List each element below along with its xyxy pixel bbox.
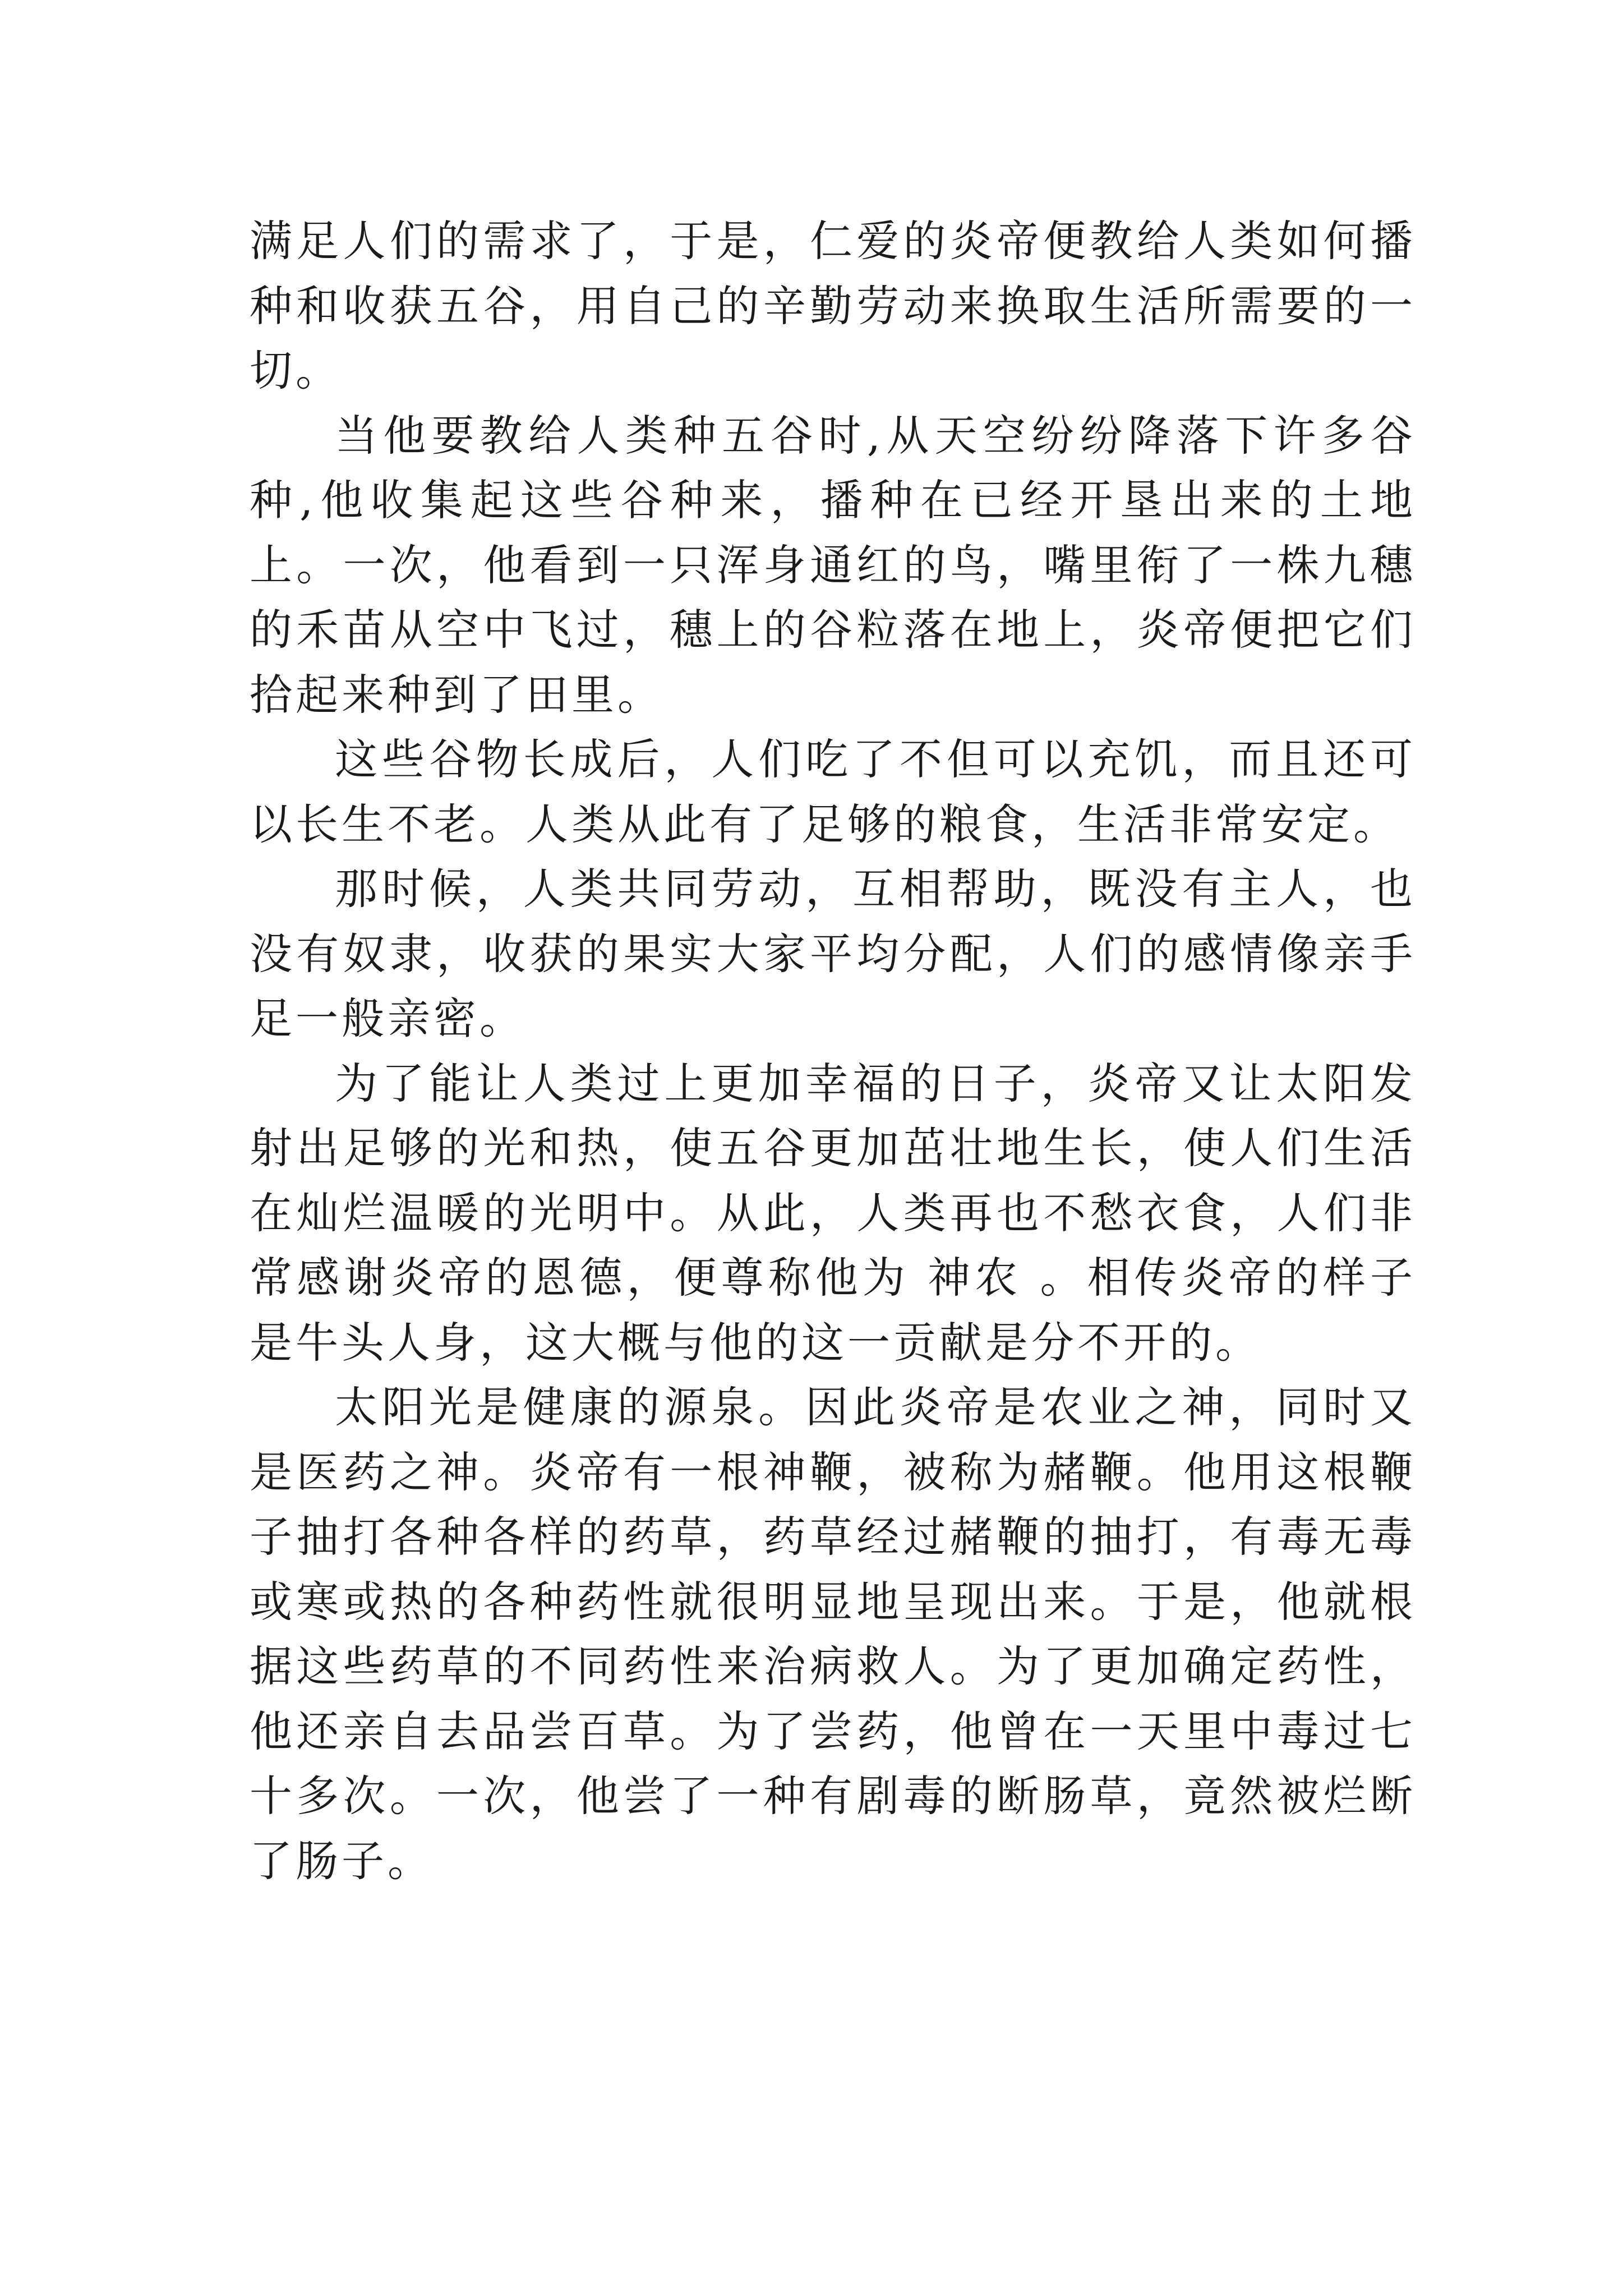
paragraph-2: 当他要教给人类种五谷时,从天空纷纷降落下许多谷种,他收集起这些谷种来，播种在已经开垦出来的土地上。一次，他看到一只浑身通红的鸟，嘴里衔了一株九穗的禾苗从空中飞过，穗上的谷粒落在地上，炎帝便把它们拾起来种到了田里。 <box>250 410 1416 720</box>
paragraph-5: 为了能让人类过上更加幸福的日子，炎帝又让太阳发射出足够的光和热，使五谷更加茁壮地生长，使人们生活在灿烂温暖的光明中。从此，人类再也不愁衣食，人们非常感谢炎帝的恩德，便尊称他为 神农 。相传炎帝的样子是牛头人身，这大概与他的这一贡献是分不开的。 <box>250 1058 1416 1368</box>
paragraph-6: 太阳光是健康的源泉。因此炎帝是农业之神，同时又是医药之神。炎帝有一根神鞭，被称为赭鞭。他用这根鞭子抽打各种各样的药草，药草经过赭鞭的抽打，有毒无毒或寒或热的各种药性就很明显地呈现出来。于是，他就根据这些药草的不同药性来治病救人。为了更加确定药性，他还亲自去品尝百草。为了尝药，他曾在一天里中毒过七十多次。一次，他尝了一种有剧毒的断肠草，竟然被烂断了肠子。 <box>250 1382 1416 1886</box>
paragraph-1: 满足人们的需求了，于是，仁爱的炎帝便教给人类如何播种和收获五谷，用自己的辛勤劳动来换取生活所需要的一切。 <box>250 216 1416 395</box>
document-body <box>250 209 1416 1893</box>
paragraph-4: 那时候，人类共同劳动，互相帮助，既没有主人，也没有奴隶，收获的果实大家平均分配，人们的感情像亲手足一般亲密。 <box>250 864 1416 1043</box>
paragraph-3: 这些谷物长成后，人们吃了不但可以充饥，而且还可以长生不老。人类从此有了足够的粮食，生活非常安定。 <box>250 734 1416 849</box>
